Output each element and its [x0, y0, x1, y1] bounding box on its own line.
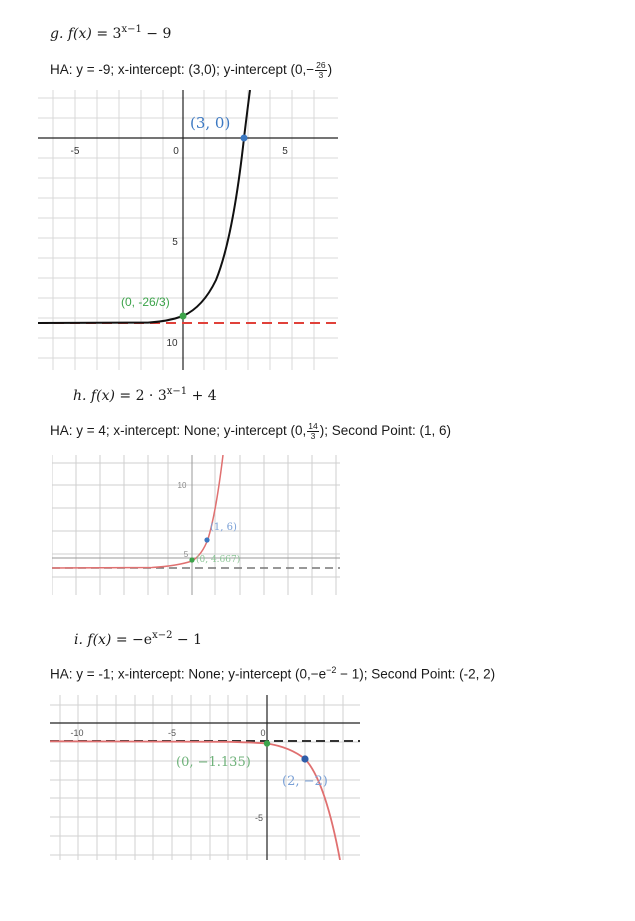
- graph-background: [52, 455, 340, 595]
- fraction-numerator: 26: [316, 60, 326, 70]
- problem-i-tail: − 1: [172, 632, 202, 648]
- tick-label-y-neg5: -5: [254, 813, 264, 823]
- problem-i-base: = −e: [111, 632, 153, 648]
- problem-i-summary-suffix: − 1); Second Point: (-2, 2): [336, 666, 496, 682]
- y-intercept-point: [189, 557, 194, 562]
- second-point-label: (2, −2): [282, 774, 328, 789]
- problem-h-yint-fraction: [307, 422, 318, 441]
- problem-h-summary: [50, 422, 451, 441]
- problem-g-label: g.: [50, 26, 64, 42]
- tick-label-y-5: 5: [172, 237, 178, 248]
- graph-background: [38, 90, 338, 370]
- y-intercept-label: (0, −1.135): [176, 755, 251, 770]
- problem-i-summary: [50, 665, 495, 682]
- fraction-denominator: 3: [318, 70, 324, 80]
- problem-i-summary-exponent: −2: [326, 665, 337, 675]
- problem-h-graph: [52, 455, 340, 595]
- problem-h-equation: [73, 386, 217, 404]
- problem-h-label: h.: [73, 388, 87, 404]
- y-intercept-label: (0, -26/3): [121, 295, 170, 309]
- x-intercept-point: [241, 135, 248, 142]
- problem-g-tail: − 9: [141, 26, 172, 42]
- tick-label-origin: 0: [260, 728, 266, 738]
- tick-label-x-5: 5: [282, 146, 288, 157]
- problem-g-graph: [38, 90, 338, 370]
- second-point-label: (1, 6): [210, 522, 237, 533]
- y-intercept-label: (0, 4.667): [196, 555, 241, 565]
- x-intercept-label: (3, 0): [190, 114, 231, 132]
- problem-h-summary-prefix: HA: y = 4; x-intercept: None; y-intercept (0,: [50, 423, 307, 439]
- tick-label-y-10: 10: [166, 338, 178, 349]
- problem-i-exponent: x−2: [152, 630, 173, 641]
- tick-label-x-neg10: -10: [70, 728, 84, 738]
- problem-g-equation: [50, 24, 171, 42]
- tick-label-x-neg5: -5: [167, 728, 177, 738]
- problem-g-summary-prefix: HA: y = -9; x-intercept: (3,0); y-intercept (0,−: [50, 62, 315, 78]
- problem-g-base: = 3: [91, 26, 122, 42]
- second-point: [204, 537, 209, 542]
- problem-i-func: f(x): [87, 632, 112, 648]
- problem-g-yint-fraction: [315, 61, 326, 80]
- fraction-numerator: 14: [308, 421, 318, 431]
- second-point: [301, 755, 308, 762]
- tick-label-x-neg5: -5: [70, 146, 80, 157]
- problem-i-equation: [74, 630, 202, 648]
- problem-i-summary-prefix: HA: y = -1; x-intercept: None; y-intercept (0,−e: [50, 666, 327, 682]
- fraction-denominator: 3: [310, 431, 316, 441]
- problem-g-exponent: x−1: [121, 24, 142, 35]
- problem-g-summary: [50, 61, 332, 80]
- problem-g-func: f(x): [67, 26, 92, 42]
- problem-i-label: i.: [74, 632, 83, 648]
- problem-h-summary-suffix: ); Second Point: (1, 6): [319, 423, 452, 439]
- problem-h-func: f(x): [90, 388, 115, 404]
- tick-label-y-5: 5: [183, 550, 189, 559]
- problem-h-base: = 2 · 3: [114, 388, 167, 404]
- problem-h-tail: + 4: [187, 388, 217, 404]
- y-intercept-point: [264, 740, 270, 746]
- tick-label-y-10: 10: [177, 481, 187, 490]
- y-intercept-point: [180, 313, 187, 320]
- problem-g-summary-suffix: ): [327, 62, 333, 78]
- problem-h-exponent: x−1: [166, 386, 188, 397]
- tick-label-origin: 0: [173, 146, 179, 157]
- problem-i-graph: [50, 695, 360, 860]
